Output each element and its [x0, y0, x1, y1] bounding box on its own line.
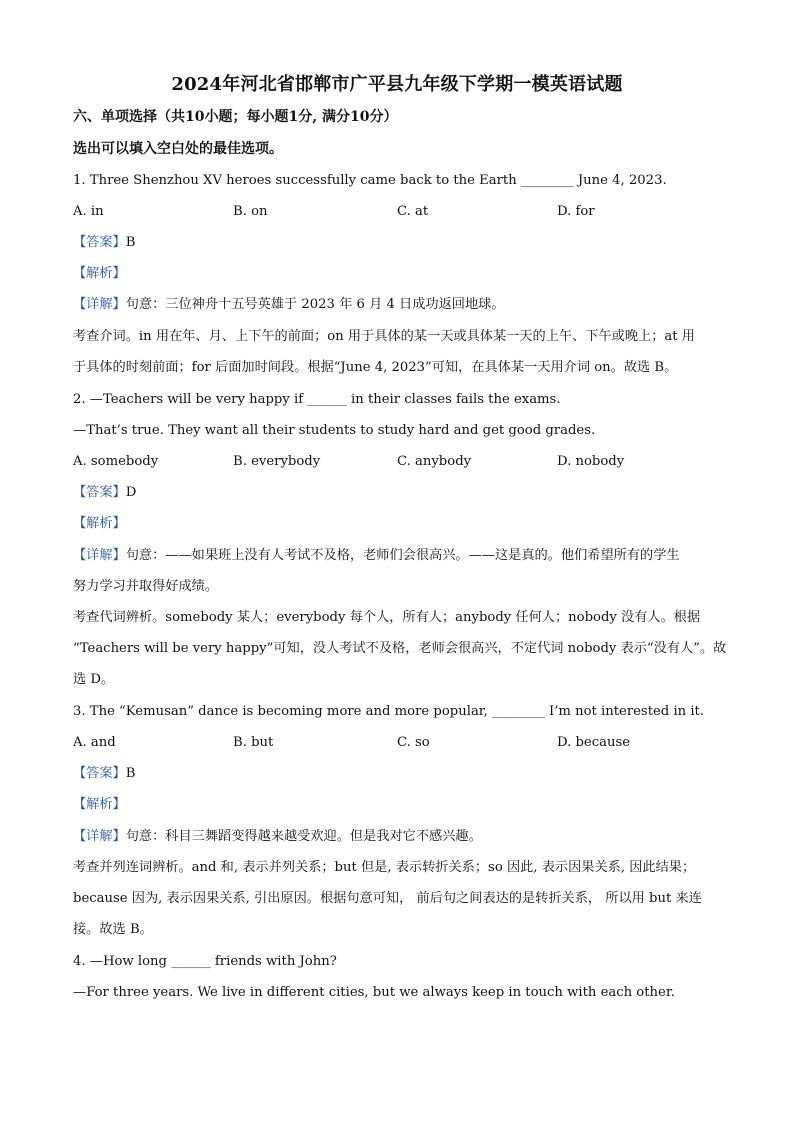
answer-label: 【答案】 — [73, 766, 126, 781]
question-2-option-d: D. nobody — [557, 454, 625, 469]
question-1-option-c: C. at — [397, 204, 429, 219]
question-1-detail-line: 于具体的时刻前面；for 后面加时间段。根据“June 4, 2023”可知，在具体某一天用介词 on。故选 B。 — [73, 360, 678, 375]
detail-label: 【详解】 — [73, 829, 126, 844]
answer-value: B — [125, 235, 136, 250]
question-2-detail-line: 选 D。 — [73, 672, 115, 687]
section-heading: 六、单项选择（共10小题；每小题1分, 满分10分） — [73, 109, 398, 125]
question-3-stem: 3. The “Kemusan” dance is becoming more and more popular, ________ I’m not interested in it. — [73, 704, 705, 719]
answer-label: 【答案】 — [73, 235, 126, 250]
question-1-option-a: A. in — [73, 204, 104, 219]
section-instruction: 选出可以填入空白处的最佳选项。 — [73, 141, 283, 157]
question-1-detail-line: 考查介词。in 用在年、月、上下午的前面；on 用于具体的某一天或具体某一天的上午、下午或晚上；at 用 — [73, 329, 695, 344]
question-4-stem: —For three years. We live in different cities, but we always keep in touch with each other. — [73, 985, 675, 1000]
question-2-option-c: C. anybody — [397, 454, 472, 469]
question-2-detail-line — [73, 547, 733, 565]
question-3-option-d: D. because — [557, 735, 631, 750]
detail-text: 句意：三位神舟十五号英雄于 2023 年 6 月 4 日成功返回地球。 — [125, 297, 505, 312]
question-2-stem: 2. —Teachers will be very happy if ______ in their classes fails the exams. — [73, 392, 561, 407]
question-1-option-b: B. on — [233, 204, 268, 219]
question-2-stem: —That’s true. They want all their students to study hard and get good grades. — [73, 423, 596, 438]
question-1-analysis-label: 【解析】 — [73, 266, 126, 281]
question-3-detail-line: because 因为, 表示因果关系, 引出原因。根据句意可知， 前后句之间表达的是转折关系， 所以用 but 来连 — [73, 891, 702, 906]
question-4-stem: 4. —How long ______ friends with John? — [73, 954, 337, 969]
detail-text: 句意：科目三舞蹈变得越来越受欢迎。但是我对它不感兴趣。 — [125, 829, 482, 844]
question-3-detail-line — [73, 828, 733, 846]
question-2-analysis-label: 【解析】 — [73, 516, 126, 531]
answer-value: B — [125, 766, 136, 781]
answer-label: 【答案】 — [73, 485, 126, 500]
question-3-option-c: C. so — [397, 735, 430, 750]
question-1-detail-line — [73, 296, 733, 314]
question-1-answer — [73, 234, 733, 252]
question-1-stem: 1. Three Shenzhou XV heroes successfully came back to the Earth ________ June 4, 2023. — [73, 173, 667, 188]
answer-value: D — [125, 485, 137, 500]
question-2-detail-line: 考查代词辨析。somebody 某人；everybody 每个人，所有人；anybody 任何人；nobody 没有人。根据 — [73, 610, 701, 625]
question-2-option-b: B. everybody — [233, 454, 321, 469]
question-2-option-a: A. somebody — [73, 454, 159, 469]
question-3-detail-line: 考查并列连词辨析。and 和, 表示并列关系；but 但是, 表示转折关系；so 因此, 表示因果关系, 因此结果； — [73, 860, 696, 875]
detail-text: 句意：——如果班上没有人考试不及格，老师们会很高兴。——这是真的。他们希望所有的学生 — [125, 548, 680, 563]
detail-label: 【详解】 — [73, 297, 126, 312]
question-3-answer — [73, 765, 733, 783]
question-3-detail-line: 接。故选 B。 — [73, 922, 153, 937]
question-3-option-a: A. and — [73, 735, 116, 750]
question-2-detail-line: 努力学习并取得好成绩。 — [73, 579, 219, 594]
question-2-detail-line: “Teachers will be very happy”可知，没人考试不及格，老师会很高兴，不定代词 nobody 表示“没有人”。故 — [73, 641, 727, 656]
question-3-analysis-label: 【解析】 — [73, 797, 126, 812]
question-2-answer — [73, 484, 733, 502]
page-title: 2024年河北省邯郸市广平县九年级下学期一模英语试题 — [171, 74, 623, 95]
detail-label: 【详解】 — [73, 548, 126, 563]
question-1-option-d: D. for — [557, 204, 595, 219]
question-3-option-b: B. but — [233, 735, 274, 750]
